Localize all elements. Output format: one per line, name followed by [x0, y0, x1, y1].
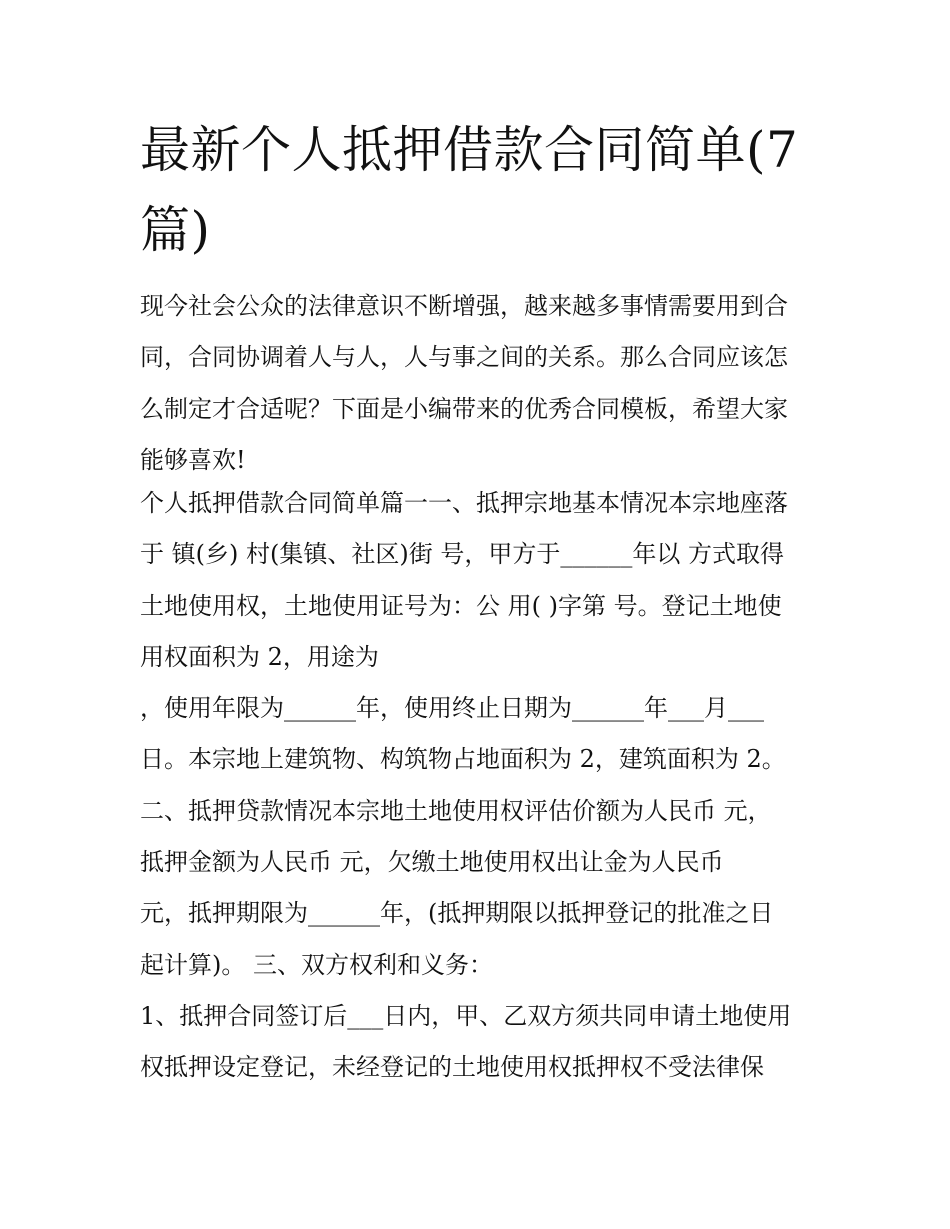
intro-paragraph: [140, 281, 820, 486]
document-title: 最新个人抵押借款合同简单(7篇): [140, 121, 799, 259]
text-line: 二、抵押贷款情况本宗地土地使用权评估价额为人民币 元，: [140, 796, 772, 825]
text-line: 抵押金额为人民币 元，欠缴土地使用权出让金为人民币: [140, 848, 724, 877]
text-line: 能够喜欢!: [140, 445, 246, 474]
text-line: 用权面积为 2，用途为: [140, 642, 379, 671]
text-line: 土地使用权，土地使用证号为：公 用( )字第 号。登记土地使: [140, 591, 782, 620]
text-line: 于 镇(乡) 村(集镇、社区)街 号，甲方于______年以 方式取得: [140, 540, 784, 569]
contract-body: [140, 478, 820, 1094]
text-line: 个人抵押借款合同简单篇一一、抵押宗地基本情况本宗地座落: [140, 489, 788, 517]
text-line: 日。本宗地上建筑物、构筑物占地面积为 2，建筑面积为 2。: [140, 745, 786, 774]
text-line: ，使用年限为______年，使用终止日期为______年___月___: [140, 694, 764, 723]
text-line: 同，合同协调着人与人，人与事之间的关系。那么合同应该怎: [140, 343, 788, 372]
text-line: 起计算)。 三、双方权利和义务：: [140, 950, 493, 979]
text-line: 元，抵押期限为______年，(抵押期限以抵押登记的批准之日: [140, 899, 774, 928]
text-line: 么制定才合适呢？下面是小编带来的优秀合同模板，希望大家: [140, 394, 788, 423]
text-line: 现今社会公众的法律意识不断增强，越来越多事情需要用到合: [140, 292, 788, 320]
text-line: 权抵押设定登记，未经登记的土地使用权抵押权不受法律保: [140, 1053, 764, 1082]
text-line: 1、抵押合同签订后___日内，甲、乙双方须共同申请土地使用: [140, 1001, 792, 1030]
